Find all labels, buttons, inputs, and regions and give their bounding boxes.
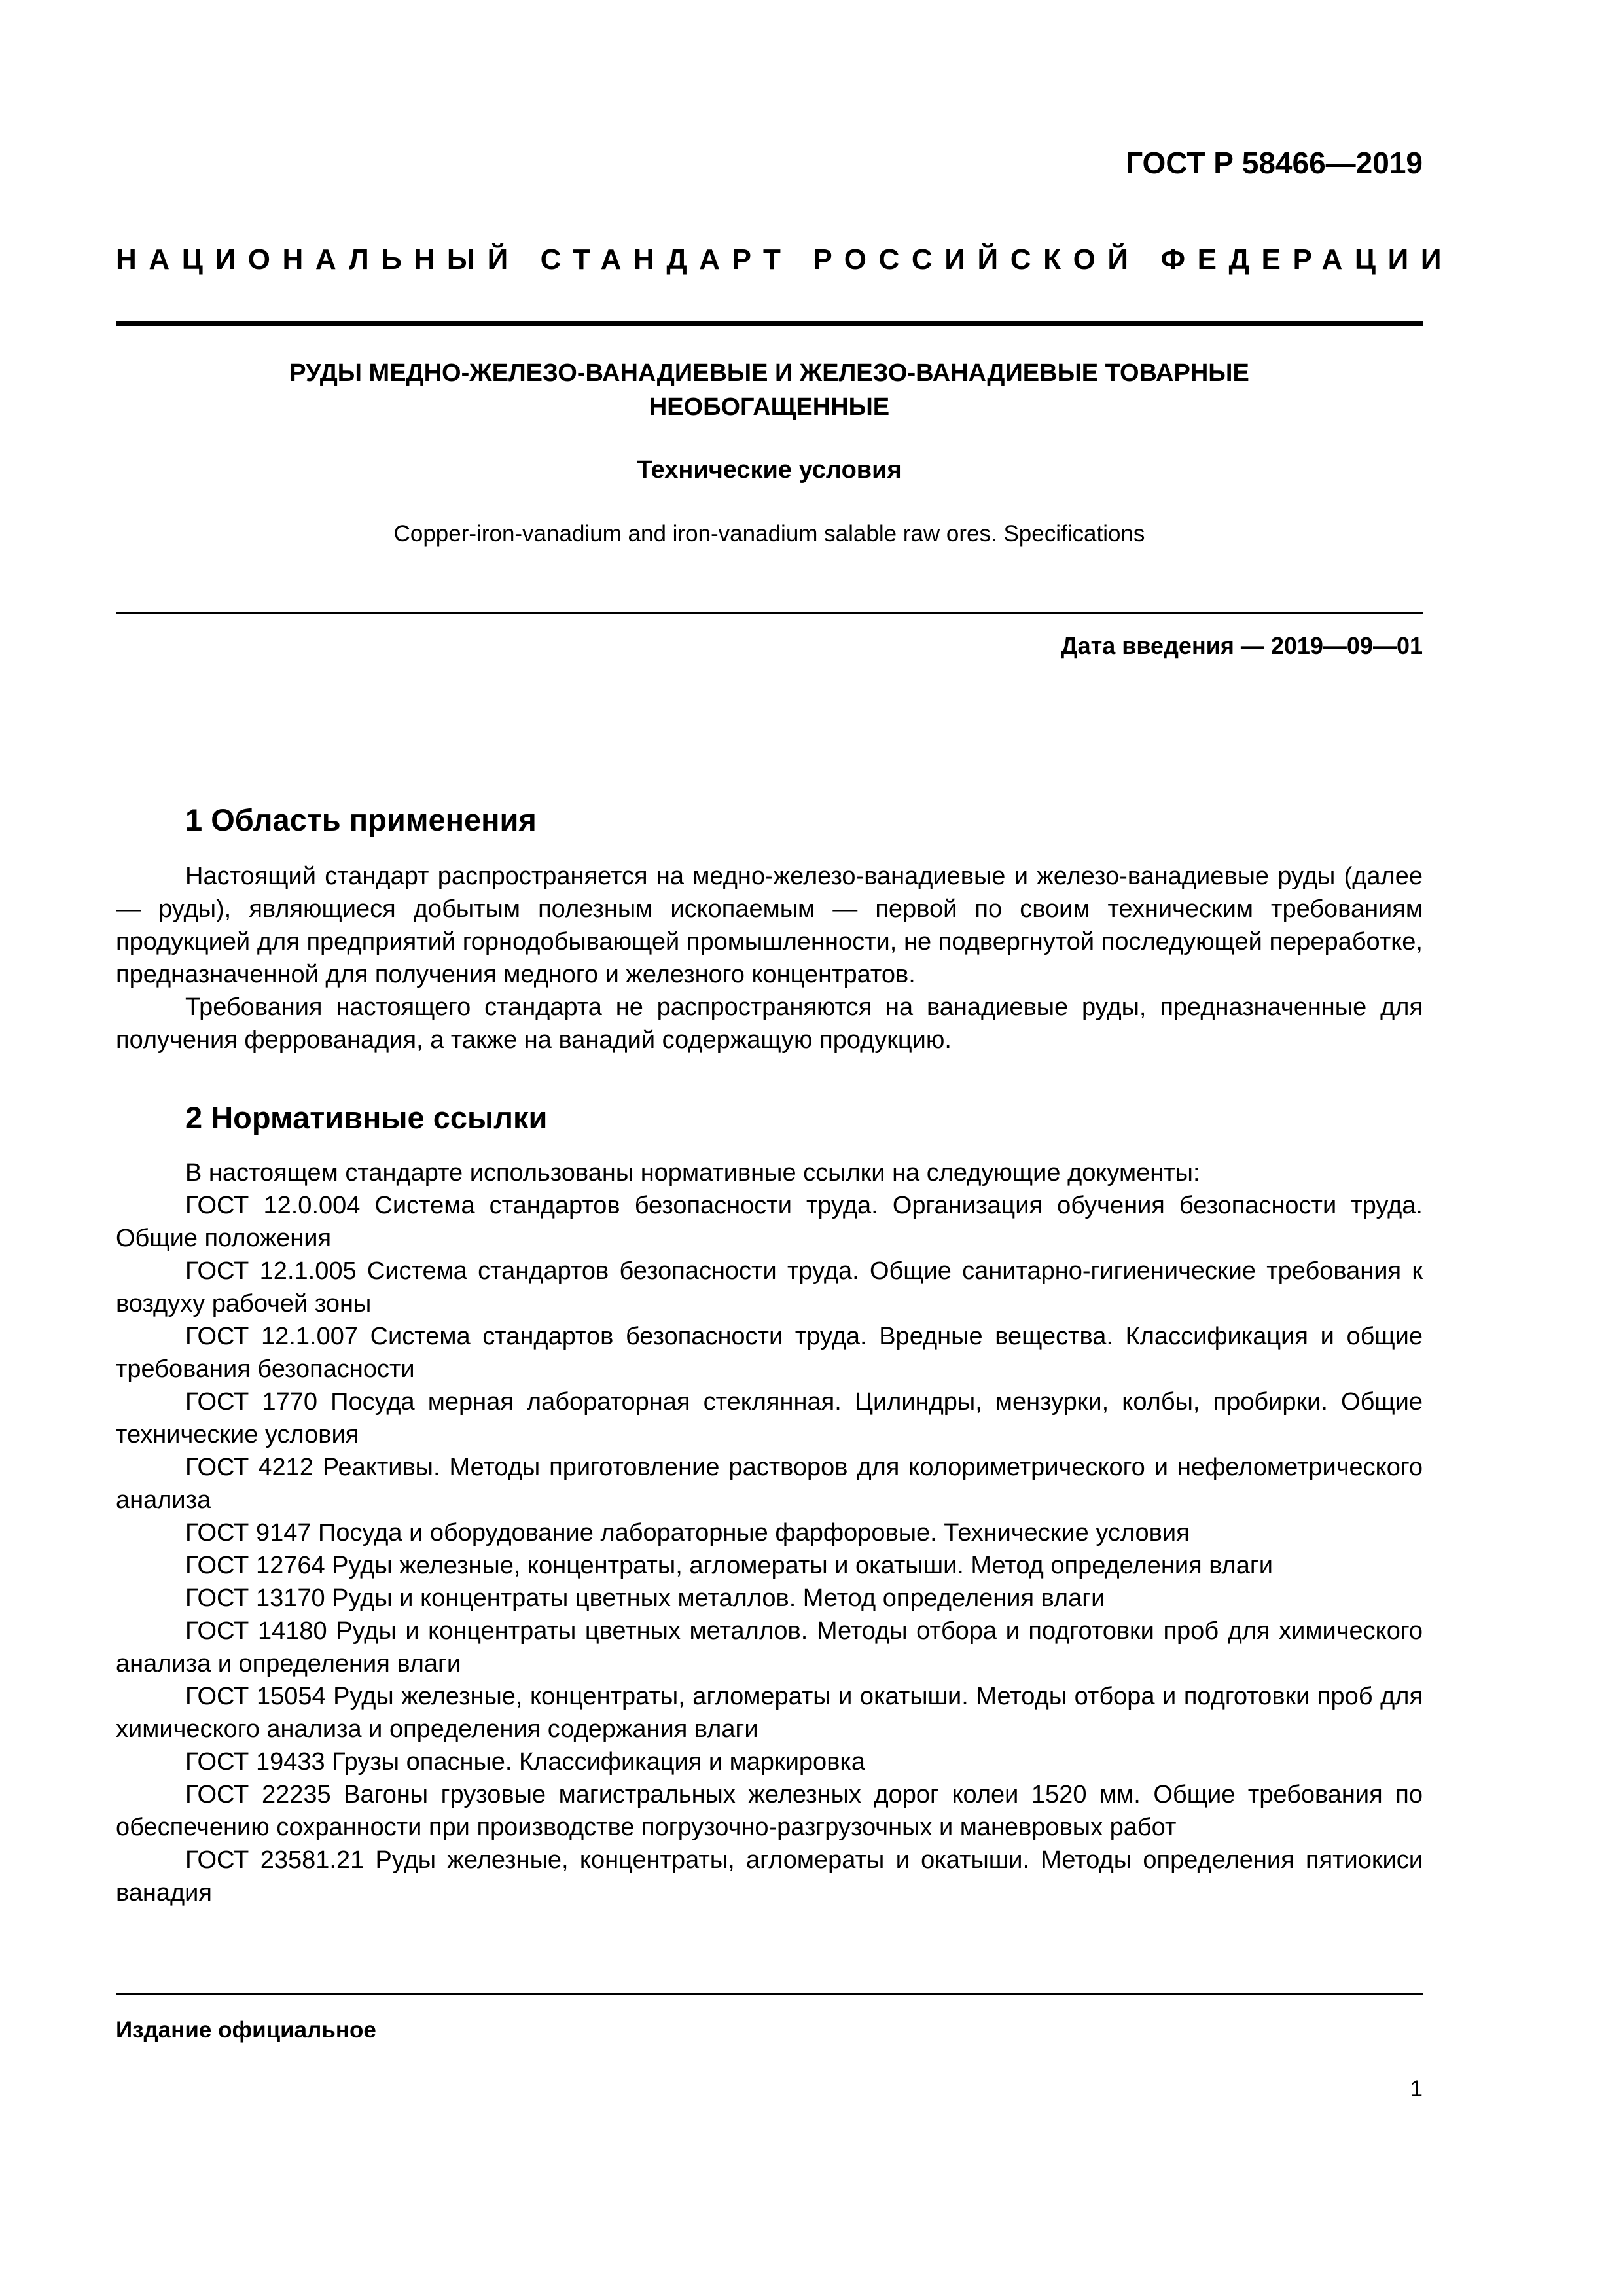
reference-item: ГОСТ 22235 Вагоны грузовые магистральных железных дорог колеи 1520 мм. Общие требования по обеспечению сохранности при производстве погрузочно-разгрузочных и маневровых работ xyxy=(116,1781,1423,1841)
reference-item: ГОСТ 19433 Грузы опасные. Классификация и маркировка xyxy=(185,1748,865,1776)
document-subtitle: Технические условия xyxy=(637,456,902,484)
paragraph: Требования настоящего стандарта не распространяются на ванадиевые руды, предназначенные для получения феррованадия, а также на ванадий содержащую продукцию. xyxy=(116,994,1423,1054)
reference-item: ГОСТ 12764 Руды железные, концентраты, агломераты и окатыши. Метод определения влаги xyxy=(185,1552,1273,1579)
reference-item: ГОСТ 9147 Посуда и оборудование лабораторные фарфоровые. Технические условия xyxy=(185,1519,1190,1547)
reference-item: ГОСТ 13170 Руды и концентраты цветных металлов. Метод определения влаги xyxy=(185,1585,1105,1612)
section-1-body xyxy=(116,860,1423,1056)
official-edition-label: Издание официальное xyxy=(116,2017,376,2043)
reference-item: ГОСТ 15054 Руды железные, концентраты, агломераты и окатыши. Методы отбора и подготовки проб для химического анализа и определения содержания влаги xyxy=(116,1683,1423,1743)
reference-item: ГОСТ 12.1.007 Система стандартов безопасности труда. Вредные вещества. Классификация и общие требования безопасности xyxy=(116,1323,1423,1383)
title-divider xyxy=(116,612,1423,614)
reference-item: ГОСТ 12.1.005 Система стандартов безопасности труда. Общие санитарно-гигиенические требования к воздуху рабочей зоны xyxy=(116,1257,1423,1318)
reference-item: ГОСТ 4212 Реактивы. Методы приготовление растворов для колориметрического и нефелометрического анализа xyxy=(116,1454,1423,1514)
page-number: 1 xyxy=(1410,2076,1423,2102)
footer-divider xyxy=(116,1993,1423,1995)
standard-number: ГОСТ Р 58466—2019 xyxy=(1126,146,1423,180)
section-2-heading: 2 Нормативные ссылки xyxy=(185,1100,548,1135)
section-2-body xyxy=(116,1157,1423,1909)
reference-item: ГОСТ 12.0.004 Система стандартов безопасности труда. Организация обучения безопасности труда. Общие положения xyxy=(116,1192,1423,1252)
document-title xyxy=(116,356,1423,424)
header-divider xyxy=(116,321,1423,326)
references-intro: В настоящем стандарте использованы нормативные ссылки на следующие документы: xyxy=(185,1159,1200,1187)
reference-item: ГОСТ 1770 Посуда мерная лабораторная стеклянная. Цилиндры, мензурки, колбы, пробирки. Общие технические условия xyxy=(116,1388,1423,1448)
section-1-heading: 1 Область применения xyxy=(185,802,537,837)
title-line-2: НЕОБОГАЩЕННЫЕ xyxy=(649,393,890,421)
title-line-1: РУДЫ МЕДНО-ЖЕЛЕЗО-ВАНАДИЕВЫЕ И ЖЕЛЕЗО-ВАНАДИЕВЫЕ ТОВАРНЫЕ xyxy=(289,359,1249,387)
reference-item: ГОСТ 14180 Руды и концентраты цветных металлов. Методы отбора и подготовки проб для химического анализа и определения влаги xyxy=(116,1617,1423,1677)
introduction-date: Дата введения — 2019—09—01 xyxy=(1060,632,1423,659)
reference-item: ГОСТ 23581.21 Руды железные, концентраты, агломераты и окатыши. Методы определения пятиокиси ванадия xyxy=(116,1846,1423,1907)
english-title: Copper-iron-vanadium and iron-vanadium salable raw ores. Specifications xyxy=(393,521,1145,547)
national-standard-banner: НАЦИОНАЛЬНЫЙ СТАНДАРТ РОССИЙСКОЙ ФЕДЕРАЦИИ xyxy=(116,243,1454,276)
paragraph: Настоящий стандарт распространяется на медно-железо-ванадиевые и железо-ванадиевые руды (далее — руды), являющиеся добытым полезным ископаемым — первой по своим техническим требованиям продукцией для предприятий горнодобывающей промышленности, не подвергнутой последующей переработке, предназначенной для получения медного и железного концентратов. xyxy=(116,863,1423,988)
